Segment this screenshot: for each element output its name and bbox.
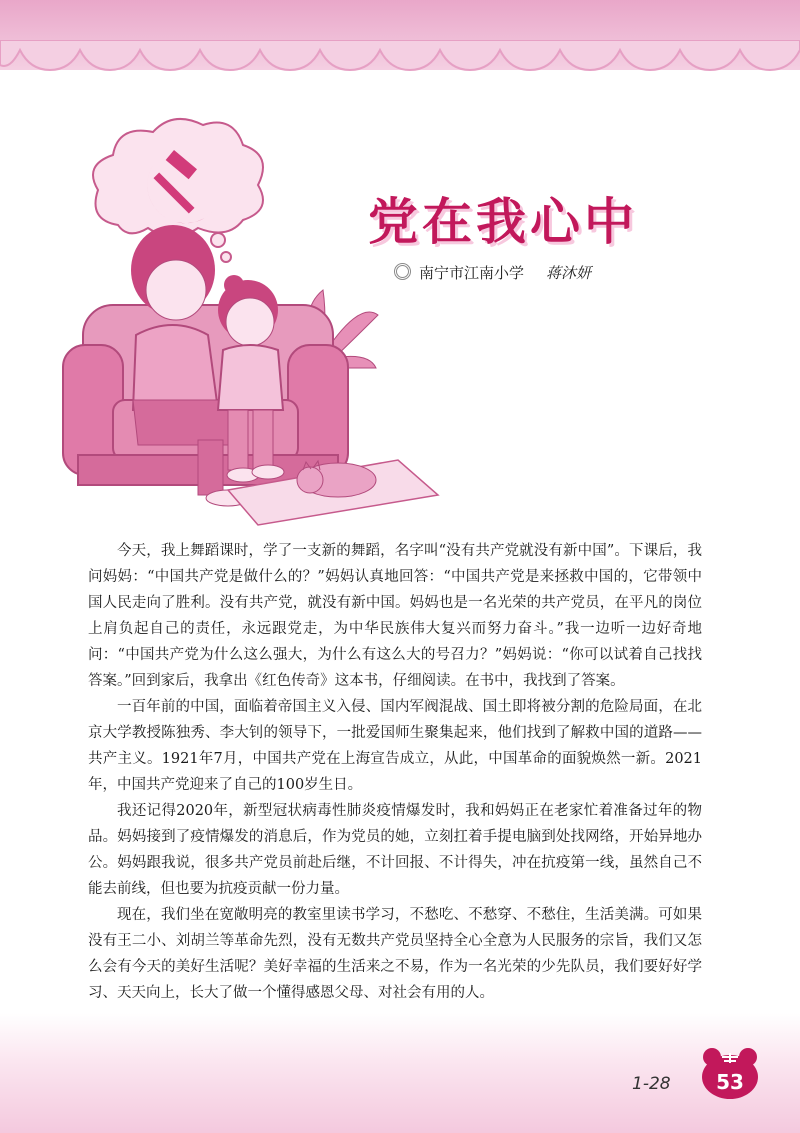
top-scallop-border [0,40,800,80]
paragraph: 一百年前的中国，面临着帝国主义入侵、国内军阀混战、国土即将被分割的危险局面，在北京大学教授陈独秀、李大钊的领导下，一批爱国师生聚集起来，他们找到了解救中国的道路——共产主义。1921年7月，中国共产党在上海宣告成立，从此，中国革命的面貌焕然一新。2021年，中国共产党迎来了自己的100岁生日。 [88,699,702,793]
school-name: 南宁市江南小学 [419,264,525,282]
mother-daughter-illustration [58,110,498,530]
bottom-decorative-band [0,1013,800,1133]
article-title: 党在我心中 [368,193,638,251]
page-number: 53 [716,1070,744,1094]
author-name: 蒋沐妍 [546,264,592,282]
bullet-circle-icon [394,263,411,280]
byline [394,262,591,283]
paragraph: 现在，我们坐在宽敞明亮的教室里读书学习，不愁吃、不愁穿、不愁住，生活美满。可如果没有王二小、刘胡兰等革命先烈，没有无数共产党员坚持全心全意为人民服务的宗旨，我们又怎么会有今天的美好生活呢？美好幸福的生活来之不易，作为一名光荣的少先队员，我们要好好学习、天天向上，长大了做一个懂得感恩父母、对社会有用的人。 [88,907,702,1001]
paragraph: 今天，我上舞蹈课时，学了一支新的舞蹈，名字叫“没有共产党就没有新中国”。下课后，我问妈妈：“中国共产党是做什么的？”妈妈认真地回答：“中国共产党是来拯救中国的，它带领中国人民走向了胜利。没有共产党，就没有新中国。妈妈也是一名光荣的共产党员，在平凡的岗位上肩负起自己的责任，永远跟党走，为中华民族伟大复兴而努力奋斗。”我一边听一边好奇地问：“中国共产党为什么这么强大，为什么有这么大的号召力？”妈妈说：“你可以试着自己找找答案。”回到家后，我拿出《红色传奇》这本书，仔细阅读。在书中，我找到了答案。 [88,543,702,689]
paragraph: 我还记得2020年，新型冠状病毒性肺炎疫情爆发时，我和妈妈正在老家忙着准备过年的物品。妈妈接到了疫情爆发的消息后，作为党员的她，立刻扛着手提电脑到处找网络，开始异地办公。妈妈跟我说，很多共产党员前赴后继，不计回报、不计得失，冲在抗疫第一线，虽然自己不能去前线，但也要为抗疫贡献一份力量。 [88,803,702,897]
article-body [88,538,702,1006]
page-code: 1-28 [632,1074,671,1094]
